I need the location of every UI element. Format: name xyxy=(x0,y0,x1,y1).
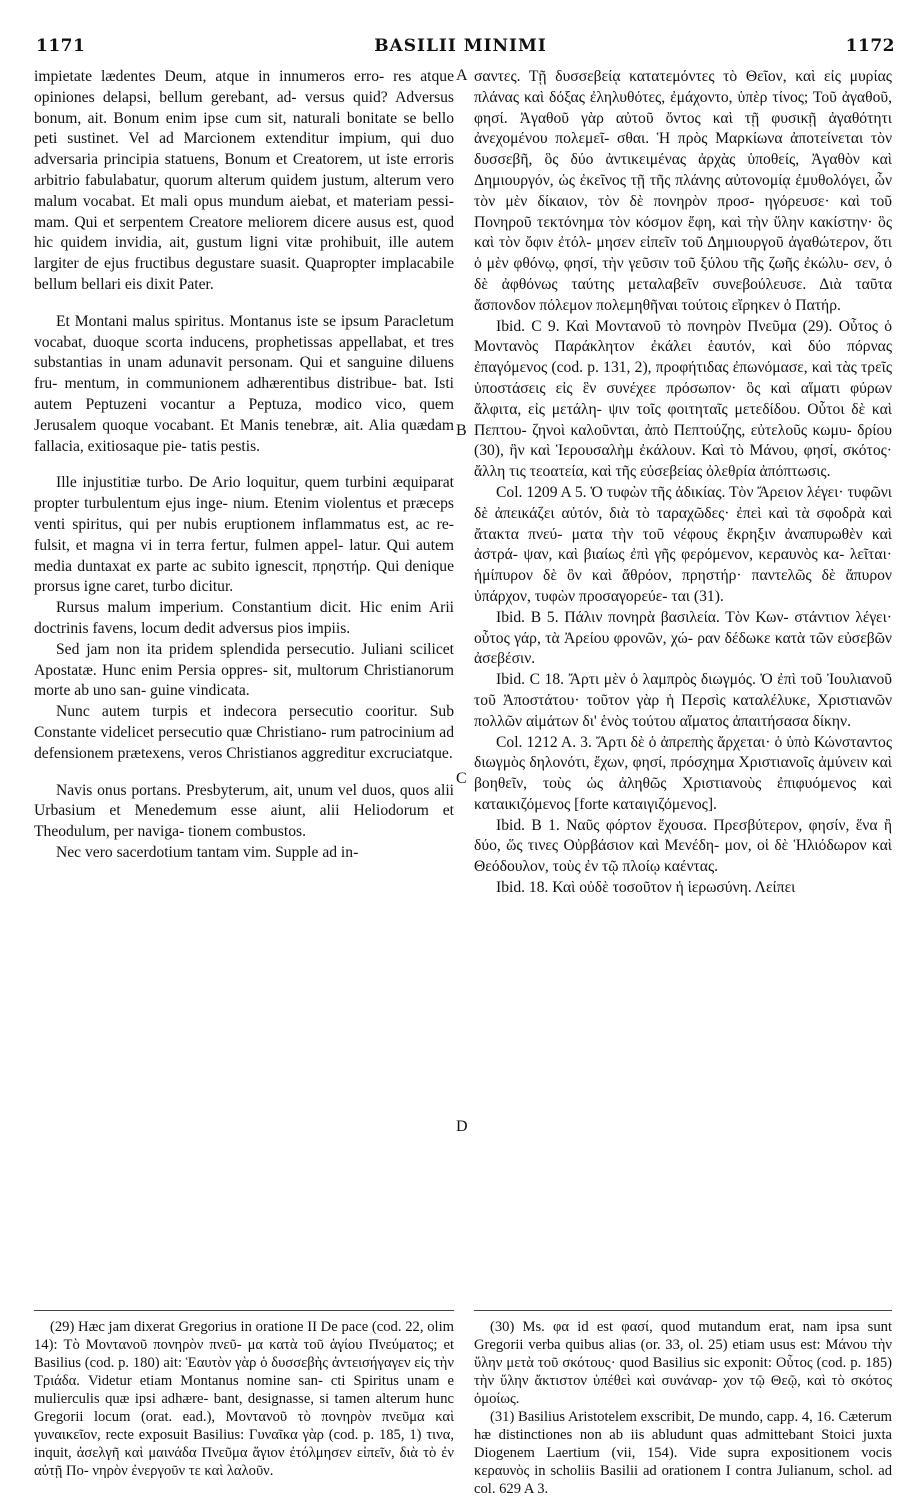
greek-column xyxy=(474,67,892,899)
latin-paragraph: Ille injustitiæ turbo. De Ario loquitur, quem turbini æquiparat propter turbulentum ejus inge- nium. Etenim violentus et præceps venti spiritus, qui per nubis eruptionem inflammatus est, ac re- fulsit, et magna vi in terra fertur, fulmen appel- latur. Qui autem media duntaxat ex parte ac subito ignescit, πρηστήρ. Qui denique prorsus igne caret, turbo dicitur. xyxy=(34,474,454,596)
footnote: (30) Ms. φα id est φασί, quod mutandum erat, nam ipsa sunt Gregorii verba quibus alias (or. 33, ol. 25) etiam usus est: Μάνου τὴν ὕλην μετὰ τοῦ σκότους· quod Basilius sic exponit: Οὗτος (cod. p. 185) τὴν ὕλην ἄκτιστον ὑπέθεὶ καὶ συνάναρ- χον τῷ Θεῷ, καὶ τὸ σκότος ὁμοίως. xyxy=(474,1319,892,1407)
latin-paragraph: impietate lædentes Deum, atque in innumeros erro- res atque opiniones delapsi, bellum gerebant, ad- versus quid? Adversus bonum, ait. Bonum enim ipse cum sit, naturali bonitate se bello peti sustinet. Vel ad Marcionem extenditur impium, qui duo adversaria principia statuens, Bonum et Creatorem, ut iste erroris arbitrio fabulabatur, quorum alterum quidem justum, alterum vero malum vocabat. Et mali opus mundum aiebat, et materiam pessi- mam. Qui et serpentem Creatore meliorem dicere ausus est, quod hic quidem invidia, ait, gustum ligni vitæ prohibuit, ille autem largiter de ejus fructibus degustare suasit. Quapropter implacabile bellum bellari eis dixit Pater. xyxy=(34,68,454,293)
page-number-left: 1171 xyxy=(36,36,86,56)
greek-paragraph: Ibid. 18. Καὶ οὐδὲ τοσοῦτον ἡ ἱερωσύνη. Λείπει xyxy=(496,879,796,897)
footnote-divider-right xyxy=(474,1310,892,1311)
footnotes-left xyxy=(34,1318,454,1480)
greek-paragraph: Ibid. C 18. Ἄρτι μὲν ὁ λαμπρὸς διωγμός. Ὁ ἐπὶ τοῦ Ἰουλιανοῦ τοῦ Ἀποστάτου· τοῦτον γὰρ ἡ Περσὶς καταλέλυκε, Χριστιανῶν πολλῶν αἱμάτων δι' ἑνὸς τούτου αἵματος ἀπαιτήσασα δίκην. xyxy=(474,671,892,730)
footnotes-right xyxy=(474,1318,892,1498)
running-title: BASILII MINIMI xyxy=(374,36,547,56)
latin-paragraph: Nec vero sacerdotium tantam vim. Supple ad in- xyxy=(56,843,359,861)
greek-paragraph: σαντες. Τῇ δυσσεβείᾳ κατατεμόντες τὸ Θεῖον, καὶ εἰς μυρίας πλάνας καὶ δόξας ἐληλυθότες, ἐμάχοντο, ὑπὲρ τίνος; Τοῦ ἀγαθοῦ, φησί. Ἀγαθοῦ γὰρ αὐτοῦ ὄντος καὶ τῇ φυσικῇ ἀγαθότητι ἀνεχομένου πολεμεῖ- σθαι. Ἡ πρὸς Μαρκίωνα ἀποτείνεται τὸν δυσσεβῆ, ὃς δύο ἀντικειμένας ἀρχὰς ὑποθείς, Ἀγαθὸν καὶ Δημιουργόν, ὡς ἐκεῖνος τῇ τῆς πλάνης αὐτονομίᾳ ἐμυθολόγει, ὧν τὸν μὲν δίκαιον, τὸν δὲ πονηρὸν προσ- ηγόρευσε· καὶ τοῦ Πονηροῦ τεκτόνημα τὸν κόσμον ἔφη, καὶ τὴν ὕλην κακίστην· ὃς καὶ τὸν ὄφιν ἐτόλ- μησεν εἰπεῖν τοῦ Δημιουργοῦ ἀγαθώτερον, ὅτι ὁ μὲν φθόνῳ, φησί, τὴν γεῦσιν τοῦ ξύλου τῆς ζωῆς ἐκώλυ- σεν, ὁ δὲ ἀφθόνως ταύτης μεταλαβεῖν συνεβούλευσε. Διὰ ταῦτα ἄσπονδον πόλεμον πολεμηθῆναι τούτοις εἴρηκεν ὁ Πατήρ. xyxy=(474,68,892,314)
footnote: (31) Basilius Aristotelem exscribit, De mundo, capp. 4, 16. Cæterum hæ distinctiones non ab iis abludunt quas admittebant Stoici juxta Diogenem Laertium (vii, 154). Vide supra expositionem vocis κεραυνὸς in scholiis Basilii ad orationem I contra Julianum, schol. ad col. 629 A 3. xyxy=(474,1409,892,1497)
page-number-right: 1172 xyxy=(845,36,895,56)
latin-paragraph: Sed jam non ita pridem splendida persecutio. Juliani scilicet Apostatæ. Hunc enim Persia oppres- sit, multorum Christianorum morte ab uno san- guine vindicata. xyxy=(34,640,454,700)
latin-paragraph: Nunc autem turpis et indecora persecutio cooritur. Sub Constante videlicet persecutio quæ Christiano- rum patrocinium ad defensionem prætexens, veros Christianos aggreditur excruciatque. xyxy=(34,703,454,762)
margin-letter-a: A xyxy=(456,67,468,84)
latin-paragraph: Et Montani malus spiritus. Montanus iste se ipsum Paracletum vocabat, duoque scorta inducens, prophetissas appellabat, et tres substantias in unam adunavit personam. Qui et sanguine diluens fru- mentum, in communionem adhærentibus distribue- bat. Isti autem Peptuzeni vocantur a Peptuza, modico vico, quem Jerusalem quoque vocabant. Et Manis tenebræ, ait. Alia quædam fallacia, exitiosaque pie- tatis pestis. xyxy=(34,312,454,455)
margin-letter-b: B xyxy=(456,422,467,439)
greek-paragraph: Ibid. B 5. Πάλιν πονηρὰ βασιλεία. Τὸν Κων- στάντιον λέγει· οὗτος γάρ, τὰ Ἀρείου φρονῶν, χώ- ραν δέδωκε κατὰ τῶν εὐσεβῶν ἀσεβέσιν. xyxy=(474,608,892,668)
greek-paragraph: Ibid. C 9. Καὶ Μοντανοῦ τὸ πονηρὸν Πνεῦμα (29). Οὗτος ὁ Μοντανὸς Παράκλητον ἐκάλει ἑαυτόν, καὶ δύο πόρνας ἐπαγόμενος (cod. p. 131, 2), προφήτιδας ἐπωνόμασε, καὶ τὰς τρεῖς ὑποστάσεις εἰς ἓν συνέχεε πρόσωπον· ὃς καὶ αἵματι φύρων ἄλφιτα, εἰς μετάλη- ψιν τοῖς φοιτηταῖς μετεδίδου. Οὗτοι δὲ καὶ Πεπτου- ζηνοὶ καλοῦνται, ἀπὸ Πεπτούζης, εὐτελοῦς κωμυ- δρίου (30), ἣν καὶ Ἱερουσαλὴμ ἐκάλουν. Καὶ τὸ Μάνου, φησί, σκότος· ἄλλη τις τεοατεία, καὶ τῆς εὐσεβείας ὀλεθρία ἀπόπτωσις. xyxy=(474,317,892,481)
greek-paragraph: Col. 1209 A 5. Ὁ τυφὼν τῆς ἀδικίας. Τὸν Ἄρειον λέγει· τυφῶνι δὲ ἀπεικάζει αὐτόν, διὰ τὸ ταραχῶδες· ἐπεὶ καὶ τὰ σφοδρὰ καὶ ἄτακτα πνεύ- ματα τὴν τοῦ νέφους ἔκρηξιν ἀναπυρωθὲν καὶ ἀστρά- ψαν, καὶ βιαίως ἐπὶ γῆς φερόμενον, κεραυνὸς κα- λεῖται· ἡμίπυρον δὲ ὂν καὶ ἄθρόον, πρηστήρ· παντελῶς δὲ ἄπυρον ὑπάρχον, τυφὼν προσαγορεύε- ται (31). xyxy=(474,483,892,605)
greek-paragraph: Col. 1212 A. 3. Ἄρτι δὲ ὁ ἀπρεπὴς ἄρχεται· ὁ ὑπὸ Κώνσταντος διωγμὸς δηλονότι, ἔχων, φησί, πρόσχημα Χριστιανοῖς ἀμύνειν καὶ βοηθεῖν, τοὺς ὡς ἀληθῶς Χριστιανοὺς ἐπιφυόμενος καὶ καταικιζόμενος [forte καταιγιζόμενος]. xyxy=(474,733,892,813)
greek-paragraph: Ibid. B 1. Ναῦς φόρτον ἔχουσα. Πρεσβύτερον, φησίν, ἕνα ἢ δύο, ὥς τινες Οὐρβάσιον καὶ Μενέδη- μον, οἱ δὲ Ἡλιόδωρον καὶ Θεόδουλον, τοὺς ἐν τῷ πλοίῳ καέντας. xyxy=(474,816,892,876)
latin-paragraph: Navis onus portans. Presbyterum, ait, unum vel duos, quos alii Urbasium et Menedemum esse aiunt, alii Heliodorum et Theodulum, per naviga- tionem combustos. xyxy=(34,781,454,841)
footnote: (29) Hæc jam dixerat Gregorius in oratione II De pace (cod. 22, olim 14): Τὸ Μοντανοῦ πονηρὸν πνεῦ- μα κατὰ τοῦ ἁγίου Πνεύματος; et Basilius (cod. p. 180) ait: Ἑαυτὸν γὰρ ὁ δυσσεβὴς ἀντεισήγαγεν εἰς τὴν Τριάδα. Videtur etiam Montanus nomine san- cti Spiritus unam e mulierculis quæ ipsi adhære- bant, designasse, si tamen alterum hunc Gregorii locum (orat. ead.), Μοντανοῦ τὸ πονηρὸν πνεῦμα καὶ γυναικεῖον, recte exposuit Basilius: Γυναῖκα γὰρ (cod. p. 185, 1) τινα, inquit, ἀσελγῆ καὶ μαινάδα Πνεῦμα ἅγιον ἐτόλμησεν εἰπεῖν, διὰ τὸ ἐν αὐτῇ Πο- νηρὸν ἐνεργοῦν τε καὶ λαλοῦν. xyxy=(34,1319,454,1479)
margin-letter-c: C xyxy=(456,770,467,787)
footnote-divider-left xyxy=(34,1310,454,1311)
latin-paragraph: Rursus malum imperium. Constantium dicit. Hic enim Arii doctrinis favens, locum dedit adversus pios impiis. xyxy=(34,599,454,637)
latin-column xyxy=(34,67,454,864)
margin-letter-d: D xyxy=(456,1118,468,1135)
